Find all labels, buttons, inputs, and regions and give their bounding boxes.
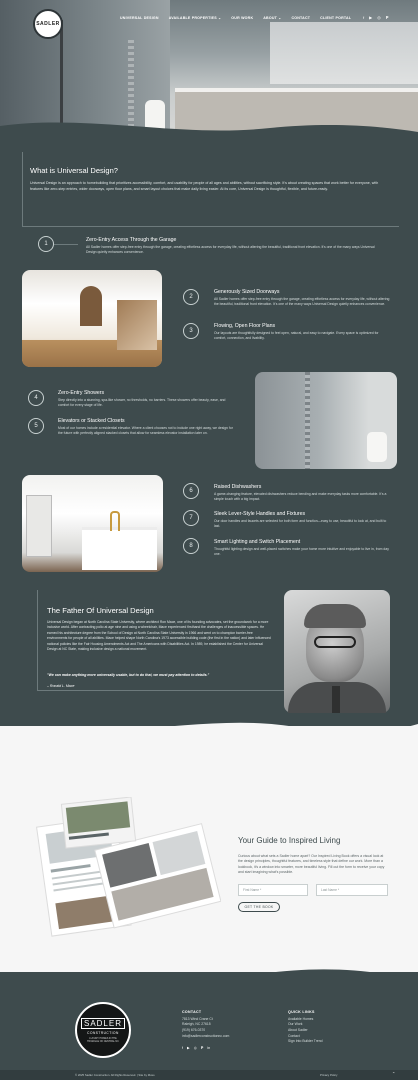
guide-title: Your Guide to Inspired Living	[238, 836, 341, 845]
footer-links-heading: QUICK LINKS	[288, 1010, 315, 1014]
footer-link-builder-trend[interactable]: Sign Into Builder Trend	[288, 1039, 323, 1043]
hero-mirror	[270, 22, 418, 84]
hallway-door	[80, 286, 102, 326]
footer-address-line-2: Raleigh, NC 27615	[182, 1022, 211, 1026]
feature-3-text: Our layouts are thoughtfully designed to feel open, natural, and easy to navigate. Every space is optimized for comfort, connection, and livability.	[214, 331, 379, 341]
nav-item-our-work[interactable]: OUR WORK	[231, 16, 254, 20]
feature-8-title: Smart Lighting and Switch Placement	[214, 539, 301, 545]
guide-top-wave	[0, 712, 418, 752]
youtube-icon[interactable]: ▶	[187, 1046, 190, 1050]
feature-8-text: Thoughtful lighting design and well-placed switches make your home more intuitive and enjoyable to live in, from day one.	[214, 547, 389, 557]
footer-logo-sub: CONSTRUCTION	[87, 1030, 119, 1035]
first-name-input[interactable]: First Name *	[238, 884, 308, 896]
feature-3-title: Flowing, Open Floor Plans	[214, 323, 276, 329]
footer-logo[interactable]	[75, 1002, 131, 1058]
feature-5-text: Most of our homes include a residential elevator. Where a client chooses not to include one right away, we design for the future with perfectly aligned stacked closets that allow for seamless elevator installation later on.	[58, 426, 233, 436]
privacy-policy-link[interactable]: Privacy Policy	[320, 1073, 338, 1077]
feature-8-number: 8	[183, 538, 199, 554]
linkedin-icon[interactable]: in	[207, 1046, 211, 1050]
instagram-icon[interactable]: ◎	[377, 15, 381, 20]
feature-4-text: Step directly into a stunning, spa-like shower, no thresholds, no barriers. These showers offer beauty, ease, and comfort for every stage of life.	[58, 398, 226, 408]
universal-design-text: Universal Design is an approach to homebuilding that prioritizes accessibility, comfort, and usability for people of all ages and abilities, without sacrificing style. It's about creating spaces that work better for everyone, with features like zero-step entries, wider doorways, open floor plans, and smart layout choices that make daily living easier. At its core, Universal Design is thoughtful, flexible, and future-ready.	[30, 181, 379, 191]
feature-7-title: Sleek Lever-Style Handles and Fixtures	[214, 511, 306, 517]
father-quote-author: – Ronald L. Mace	[47, 684, 75, 688]
get-the-book-button[interactable]: GET THE BOOK	[238, 902, 280, 912]
footer-social	[182, 1046, 210, 1050]
shower-tile-strip	[305, 372, 310, 469]
pinterest-icon[interactable]: 𝐏	[200, 1046, 204, 1050]
feature-7-number: 7	[183, 510, 199, 526]
portrait-tie	[332, 686, 340, 713]
footer-email-link[interactable]: info@sadlerconstructionnc.com	[182, 1034, 230, 1038]
universal-design-title: What is Universal Design?	[30, 166, 118, 175]
feature-6-text: A game-changing feature, elevated dishwashers reduce bending and make everyday tasks more comfortable. It's a simple touch with a big impact.	[214, 492, 387, 502]
youtube-icon[interactable]: ▶	[369, 15, 373, 20]
footer-logo-tagline: LUXURY HOMES IN THE TRIANGLE OF CENTRAL NC	[87, 1036, 119, 1043]
site-logo[interactable]	[33, 9, 63, 39]
feature-2-title: Generously Sized Doorways	[214, 289, 280, 295]
hallway-stair	[117, 300, 157, 350]
footer	[0, 980, 418, 1080]
nav-item-about[interactable]: ABOUT ⌄	[263, 16, 282, 20]
kitchen-photo	[22, 475, 163, 572]
nav-item-available-properties[interactable]: AVAILABLE PROPERTIES ⌄	[168, 16, 222, 20]
hallway-photo	[22, 270, 162, 367]
feature-4-title: Zero-Entry Showers	[58, 390, 105, 396]
facebook-icon[interactable]: f	[363, 15, 365, 20]
copyright-text: © 2025 Sadler Construction. All Rights Reserved. | Site by Moso	[75, 1073, 155, 1077]
father-quote: "We can make anything more universally usable, but to do that, we must pay attention to details."	[47, 673, 210, 677]
footer-link-available-homes[interactable]: Available Homes	[288, 1017, 314, 1021]
main-nav	[120, 16, 351, 20]
footer-link-our-work[interactable]: Our Work	[288, 1022, 303, 1026]
feature-1-title: Zero-Entry Access Through the Garage	[86, 237, 177, 243]
footer-phone-link[interactable]: (919) 676-0370	[182, 1028, 206, 1032]
nav-item-universal-design[interactable]: UNIVERSAL DESIGN	[120, 16, 159, 20]
pinterest-icon[interactable]: 𝐏	[385, 15, 389, 20]
kitchen-island	[82, 527, 157, 570]
feature-3-number: 3	[183, 323, 199, 339]
portrait-glasses	[314, 636, 356, 648]
inspired-living-brochure	[33, 797, 221, 937]
instagram-icon[interactable]: ◎	[193, 1046, 197, 1050]
site-logo-text: SADLER	[36, 21, 60, 27]
facebook-icon[interactable]: f	[182, 1046, 183, 1050]
guide-text: Curious about what sets a Sadler home apart? Our Inspired Living Book offers a visual look at the design principles, thoughtful features, and timeless style that define our work. More than a lookbook, it's a window into smarter, more beautiful living. Fill out the form to receive your copy and start imagining what's possible.	[238, 854, 385, 875]
feature-6-title: Raised Dishwashers	[214, 484, 262, 490]
feature-5-number: 5	[28, 418, 44, 434]
nav-item-contact[interactable]: CONTACT	[291, 16, 311, 20]
feature-1-connector	[54, 244, 78, 245]
father-text: Universal Design began at North Carolina State University, where architect Ron Mace, one of its founding advocates, set the groundwork for a more inclusive world. After contracting polio at age nine and using a wheelchair, Mace experienced firsthand the challenges of inaccessible spaces. He earned his architecture degree from the School of Design at North Carolina State University in 1966 and went on to champion barrier-free environments for people of all abilities. Mace helped shape North Carolina's 1973 accessible building code (the first in the nation) and later influenced national policies like the Fair Housing Amendments Act and The Americans with Disabilities Act. In 1989, he established the Center for Universal Design at NC State, making inclusive design a national movement.	[47, 620, 271, 652]
ron-mace-portrait	[284, 590, 390, 713]
feature-2-number: 2	[183, 289, 199, 305]
nav-item-client-portal[interactable]: CLIENT PORTAL	[320, 16, 352, 20]
footer-address-line-1: 7813 Wind Crane Ct	[182, 1017, 213, 1021]
feature-7-text: Our door handles and faucets are selected for both form and function—easy to use, beautiful to look at, and built to last.	[214, 519, 387, 529]
header-social	[363, 15, 388, 20]
shower-photo	[255, 372, 397, 469]
feature-4-number: 4	[28, 390, 44, 406]
kitchen-cabinet	[26, 495, 52, 557]
shower-toilet	[367, 432, 387, 462]
footer-logo-brand: SADLER	[81, 1018, 125, 1029]
footer-contact-heading: CONTACT	[182, 1010, 202, 1014]
kitchen-faucet	[110, 511, 120, 531]
father-title: The Father Of Universal Design	[47, 606, 154, 615]
back-to-top-icon[interactable]: ⌃	[392, 1071, 396, 1076]
feature-2-text: All Sadler homes offer step-free entry through the garage, creating effortless access for everyday life, without altering the beautiful, traditional front elevation. It's one of the many ways Universal Design quietly enhances convenience.	[214, 297, 390, 307]
feature-1-number: 1	[38, 236, 54, 252]
last-name-input[interactable]: Last Name *	[316, 884, 388, 896]
footer-link-contact[interactable]: Contact	[288, 1034, 300, 1038]
feature-1-text: All Sadler homes offer step-free entry through the garage, creating effortless access for everyday life, without altering the beautiful, traditional front elevation. It's one of the many ways Universal Design quietly enhances convenience.	[86, 245, 375, 255]
footer-link-about[interactable]: About Sadler	[288, 1028, 308, 1032]
portrait-hair	[304, 604, 366, 628]
footer-bottom-bar	[0, 1070, 418, 1080]
hero-wave-divider	[0, 118, 418, 142]
feature-6-number: 6	[183, 483, 199, 499]
feature-5-title: Elevators or Stacked Closets	[58, 418, 125, 424]
